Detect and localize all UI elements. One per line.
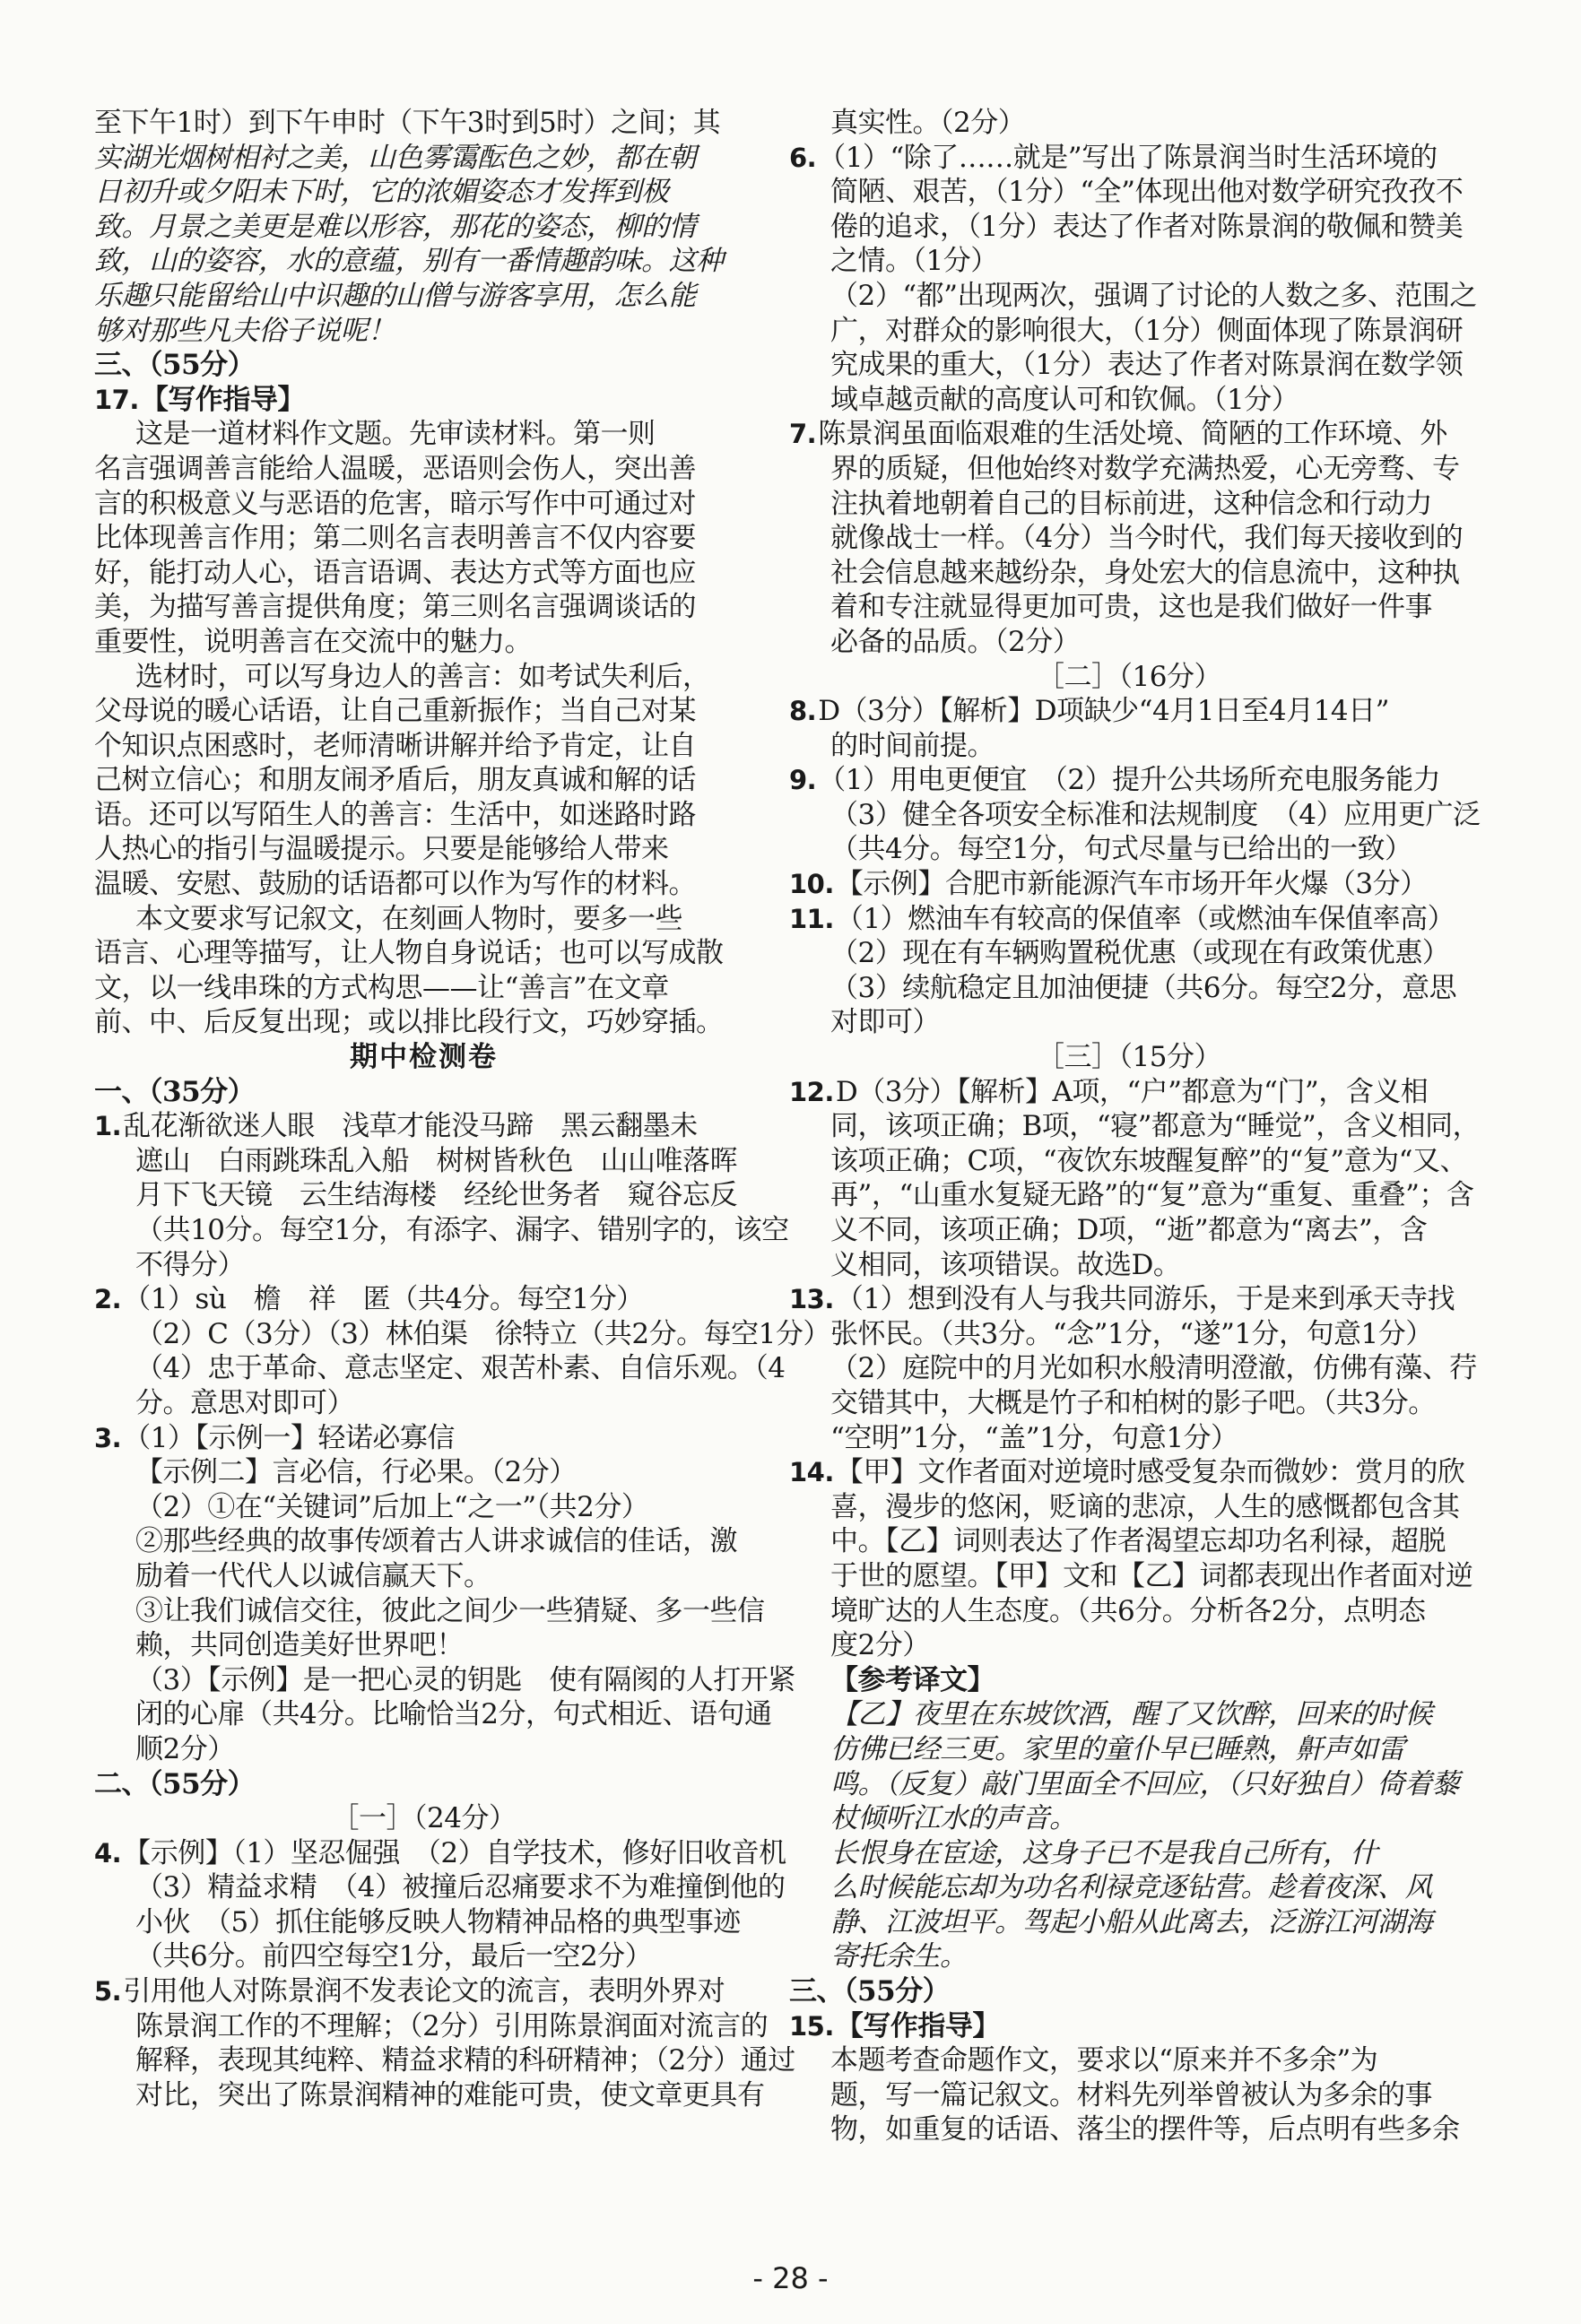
- line-text: 真实性。（2分）: [830, 107, 1026, 139]
- question-number: 6.: [789, 142, 817, 173]
- line-text: 好，能打动人心，语言语调、表达方式等方面也应: [94, 556, 696, 589]
- line-text: 么时候能忘却为功名利禄竞逐钻营。趁着夜深、风: [830, 1871, 1432, 1904]
- text-line: [94, 141, 753, 176]
- line-text: D（3分）【解析】A项，“户”都意为“门”，含义相: [835, 1075, 1429, 1108]
- question-number: 15.: [789, 2010, 834, 2042]
- text-line: [789, 487, 1469, 522]
- text-line: [789, 2112, 1469, 2147]
- line-text: 前、中、后反复出现；或以排比段行文，巧妙穿插。: [94, 1006, 724, 1039]
- text-line: [94, 1386, 753, 1421]
- line-text: 义不同，该项正确；D项，“逝”都意为“离去”，含: [830, 1214, 1428, 1246]
- line-text: 闭的心扉（共4分。比喻恰当2分，句式相近、语句通: [135, 1698, 772, 1731]
- text-line: [789, 1939, 1469, 1974]
- text-line: [789, 1594, 1469, 1629]
- question-number: 9.: [789, 765, 817, 796]
- text-line: [94, 1248, 753, 1283]
- text-line: [789, 1697, 1469, 1732]
- line-text: 三、（55分）: [789, 1975, 951, 2008]
- text-line: [789, 1559, 1473, 1594]
- text-line: [789, 1040, 1469, 1075]
- line-text: 顺2分）: [135, 1732, 235, 1765]
- line-text: 重要性，说明善言在交流中的魅力。: [94, 625, 532, 658]
- line-text: 义相同，该项错误。故选D。: [830, 1248, 1181, 1281]
- question-number: 7.: [789, 419, 817, 450]
- line-text: 【参考译文】: [830, 1663, 995, 1696]
- text-line: [94, 1144, 753, 1179]
- text-line: [789, 348, 1469, 383]
- text-line: [789, 210, 1469, 245]
- line-text: （2）“都”出现两次，强调了讨论的人数之多、范围之: [830, 279, 1477, 312]
- text-line: [94, 521, 753, 556]
- line-text: 寄托余生。: [830, 1940, 968, 1973]
- line-text: ③让我们诚信交往，彼此之间少一些猜疑、多一些信: [135, 1594, 765, 1627]
- text-line: [94, 1628, 753, 1663]
- text-line: [789, 1905, 1469, 1940]
- text-line: [94, 487, 753, 522]
- text-line: [789, 1178, 1474, 1213]
- line-text: 陈景润工作的不理解；（2分）引用陈景润面对流言的: [135, 2009, 769, 2042]
- text-line: [789, 1386, 1469, 1421]
- line-text: 该项正确；C项，“夜饮东坡醒复醉”的“复”意为“又、: [830, 1144, 1467, 1177]
- text-line: [94, 1767, 753, 1802]
- text-line: [94, 798, 753, 833]
- line-text: （1）“除了……就是”写出了陈景润当时生活环境的: [818, 141, 1438, 174]
- text-line: [94, 1455, 753, 1490]
- line-text: 着和专注就显得更加可贵，这也是我们做好一件事: [830, 591, 1432, 624]
- text-line: [94, 1905, 753, 1940]
- text-line: [789, 763, 1469, 798]
- line-text: 对即可）: [830, 1006, 940, 1039]
- text-line: [789, 383, 1469, 418]
- text-line: [94, 1939, 753, 1974]
- text-line: [789, 279, 1477, 314]
- line-text: 必备的品质。（2分）: [830, 625, 1081, 658]
- line-text: ②那些经典的故事传颂着古人讲求诚信的佳话，激: [135, 1525, 737, 1558]
- line-text: 一、（35分）: [94, 1075, 256, 1108]
- text-line: [94, 1109, 753, 1144]
- text-line: [789, 1317, 1469, 1352]
- line-text: 不得分）: [135, 1248, 245, 1281]
- text-line: [789, 1628, 1469, 1663]
- line-text: 之情。（1分）: [830, 245, 998, 278]
- line-text: 的时间前提。: [830, 729, 995, 762]
- text-line: [789, 417, 1469, 452]
- line-text: 广，对群众的影响很大，（1分）侧面体现了陈景润研: [830, 314, 1464, 347]
- text-line: [94, 763, 753, 798]
- line-text: 简陋、艰苦，（1分）“全”体现出他对数学研究孜孜不: [830, 176, 1464, 209]
- line-text: 选材时，可以写身边人的善言：如考试失利后，: [135, 660, 710, 693]
- line-text: （共6分。前四空每空1分，最后一空2分）: [135, 1940, 653, 1973]
- text-line: [94, 936, 753, 971]
- line-text: （1）用电更便宜 （2）提升公共场所充电服务能力: [818, 764, 1441, 797]
- line-text: 鸣。（反复）敲门里面全不回应，（只好独自）倚着藜: [830, 1767, 1459, 1800]
- text-line: [94, 452, 753, 487]
- text-line: [94, 1213, 789, 1248]
- line-text: 温暖、安慰、鼓励的话语都可以作为写作的材料。: [94, 868, 696, 901]
- text-line: [789, 625, 1469, 660]
- line-text: 人热心的指引与温暖提示。只要是能够给人带来: [94, 833, 669, 866]
- line-text: 域卓越贡献的高度认可和钦佩。（1分）: [830, 383, 1299, 416]
- text-line: [789, 175, 1469, 210]
- text-line: [94, 314, 753, 349]
- line-text: （3）续航稳定且加油便捷（共6分。每空2分，意思: [830, 971, 1457, 1004]
- line-text: “空明”1分，“盖”1分，句意1分）: [830, 1421, 1238, 1454]
- line-text: （3）精益求精 （4）被撞后忍痛要求不为难撞倒他的: [135, 1871, 786, 1904]
- text-line: [94, 2009, 769, 2044]
- text-line: [94, 590, 753, 625]
- line-text: （3）【示例】是一把心灵的钥匙 使有隔阂的人打开紧: [135, 1663, 795, 1696]
- text-line: [789, 1974, 1469, 2009]
- line-text: 小伙 （5）抓住能够反映人物精神品格的典型事迹: [135, 1905, 741, 1938]
- line-text: 境旷达的人生态度。（共6分。分析各2分，点明态: [830, 1594, 1426, 1627]
- line-text: 【写作指导】: [835, 2009, 1000, 2042]
- line-text: 静、江波坦平。驾起小船从此离去，泛游江河湖海: [830, 1905, 1432, 1938]
- line-text: 言的积极意义与恶语的危害，暗示写作中可通过对: [94, 487, 696, 520]
- text-line: [789, 2078, 1469, 2113]
- line-text: 分。意思对即可）: [135, 1386, 354, 1419]
- text-line: [789, 1109, 1481, 1144]
- line-text: （共10分。每空1分，有添字、漏字、错别字的，该空: [135, 1214, 789, 1246]
- line-text: （1）想到没有人与我共同游乐，于是来到承天寺找: [835, 1283, 1455, 1316]
- line-text: 倦的追求，（1分）表达了作者对陈景润的敬佩和赞美: [830, 210, 1464, 243]
- line-text: 至下午1时）到下午申时（下午3时到5时）之间；其: [94, 107, 721, 139]
- text-line: [789, 1524, 1469, 1559]
- text-line: [789, 521, 1469, 556]
- line-text: （2）①在“关键词”后加上“之一”（共2分）: [135, 1490, 649, 1523]
- line-text: 于世的愿望。【甲】文和【乙】词都表现出作者面对逆: [830, 1559, 1473, 1592]
- text-line: [94, 1801, 753, 1836]
- text-line: [789, 660, 1469, 695]
- line-text: 解释，表现其纯粹、精益求精的科研精神；（2分）通过: [135, 2044, 795, 2077]
- line-text: 同，该项正确；B项，“寝”都意为“睡觉”，含义相同，: [830, 1110, 1481, 1143]
- text-line: [94, 1663, 795, 1698]
- text-line: [789, 971, 1469, 1006]
- text-line: [789, 867, 1469, 902]
- line-text: 陈景润虽面临艰难的生活处境、简陋的工作环境、外: [818, 418, 1447, 451]
- text-line: [94, 1075, 753, 1110]
- line-text: 仿佛已经三更。家里的童仆早已睡熟，鼾声如雷: [830, 1732, 1405, 1765]
- line-text: 社会信息越来越纷杂，身处宏大的信息流中，这种执: [830, 556, 1460, 589]
- text-line: [94, 556, 753, 591]
- text-line: [789, 590, 1469, 625]
- line-text: （4）忠于革命、意志坚定、艰苦朴素、自信乐观。（4: [135, 1352, 786, 1385]
- line-text: （2）C（3分）（3）林伯渠 徐特立（共2分。每空1分）: [135, 1317, 830, 1350]
- line-text: 本题考查命题作文，要求以“原来并不多余”为: [830, 2044, 1378, 2077]
- line-text: （2）现在有车辆购置税优惠（或现在有政策优惠）: [830, 937, 1450, 970]
- line-text: 【示例二】言必信，行必果。（2分）: [135, 1456, 577, 1489]
- line-text: 长恨身在宦途，这身子已不是我自己所有，什: [830, 1836, 1377, 1869]
- question-number: 12.: [789, 1076, 834, 1107]
- text-line: [789, 106, 1469, 141]
- text-line: [94, 279, 753, 314]
- line-text: 语。还可以写陌生人的善言：生活中，如迷路时路: [94, 798, 696, 831]
- text-line: [789, 1801, 1469, 1836]
- line-text: 致，山的姿容，水的意蕴，别有一番情趣韵味。这种: [94, 245, 724, 278]
- text-line: [94, 1594, 765, 1629]
- text-line: [789, 314, 1469, 349]
- line-text: 喜，漫步的悠闲，贬谪的悲凉，人生的感慨都包含其: [830, 1490, 1460, 1523]
- text-line: [94, 2043, 795, 2078]
- question-number: 3.: [94, 1422, 122, 1453]
- text-line: [94, 902, 753, 937]
- text-line: [94, 729, 753, 764]
- text-line: [789, 1144, 1469, 1179]
- line-text: 张怀民。（共3分。“念”1分，“遂”1分，句意1分）: [830, 1317, 1433, 1350]
- text-line: [789, 1075, 1469, 1110]
- line-text: 致。月景之美更是难以形容，那花的姿态，柳的情: [94, 210, 696, 243]
- line-text: 够对那些凡夫俗子说呢！: [94, 314, 395, 347]
- line-text: 【写作指导】: [140, 383, 305, 416]
- question-number: 4.: [94, 1837, 122, 1869]
- line-text: 乐趣只能留给山中识趣的山僧与游客享用，怎么能: [94, 279, 696, 312]
- line-text: 二、（55分）: [94, 1767, 256, 1800]
- text-line: [94, 2078, 765, 2113]
- text-line: [94, 1697, 772, 1732]
- text-line: [789, 1767, 1469, 1802]
- line-text: ［三］（15分）: [1037, 1041, 1221, 1074]
- question-number: 17.: [94, 384, 139, 415]
- line-text: D（3分）【解析】D项缺少“4月1日至4月14日”: [818, 695, 1389, 728]
- line-text: 题，写一篇记叙文。材料先列举曾被认为多余的事: [830, 2078, 1432, 2112]
- text-line: [789, 1490, 1469, 1525]
- line-text: 就像战士一样。（4分）当今时代，我们每天接收到的: [830, 522, 1464, 555]
- text-line: [94, 348, 753, 383]
- line-text: 对比，突出了陈景润精神的难能可贵，使文章更具有: [135, 2078, 765, 2112]
- text-line: [94, 660, 753, 695]
- line-text: 比体现善言作用；第二则名言表明善言不仅内容要: [94, 522, 696, 555]
- line-text: ［二］（16分）: [1037, 660, 1221, 693]
- line-text: （1）燃油车有较高的保值率（或燃油车保值率高）: [835, 902, 1455, 935]
- text-line: [789, 1870, 1469, 1905]
- text-line: [94, 1178, 753, 1213]
- question-number: 10.: [789, 869, 834, 900]
- line-text: 再”，“山重水复疑无路”的“复”意为“重复、重叠”；含: [830, 1179, 1474, 1212]
- text-line: [789, 1005, 1469, 1040]
- text-line: [94, 210, 753, 245]
- line-text: 美，为描写善言提供角度；第三则名言强调谈话的: [94, 591, 696, 624]
- text-line: [94, 383, 753, 418]
- line-text: （3）健全各项安全标准和法规制度 （4）应用更广泛: [830, 798, 1481, 831]
- line-text: （1）【示例一】轻诺必寡信: [123, 1421, 455, 1454]
- line-text: 父母说的暖心话语，让自己重新振作；当自己对某: [94, 695, 696, 728]
- text-line: [789, 1213, 1469, 1248]
- text-line: [789, 556, 1469, 591]
- line-text: （1）sù 檐 祥 匿（共4分。每空1分）: [123, 1283, 644, 1316]
- text-line: [94, 1732, 753, 1767]
- question-number: 14.: [789, 1457, 834, 1488]
- text-line: [789, 798, 1481, 833]
- line-text: ［一］（24分）: [331, 1802, 517, 1835]
- line-text: 本文要求写记叙文，在刻画人物时，要多一些: [135, 902, 682, 935]
- text-line: [94, 417, 753, 452]
- line-text: 实湖光烟树相衬之美，山色雾霭酝色之妙，都在朝: [94, 141, 696, 174]
- line-text: 文，以一线串珠的方式构思——让“善言”在文章: [94, 971, 669, 1004]
- text-line: [789, 1351, 1477, 1386]
- text-line: [789, 832, 1469, 867]
- text-line: [94, 1559, 753, 1594]
- text-line: [789, 452, 1469, 487]
- line-text: 【甲】文作者面对逆境时感受复杂而微妙：赏月的欣: [835, 1456, 1465, 1489]
- line-text: 赖，共同创造美好世界吧！: [135, 1629, 464, 1662]
- text-line: [94, 1974, 753, 2009]
- line-text: 注执着地朝着自己的目标前进，这种信念和行动力: [830, 487, 1432, 520]
- text-line: [94, 1005, 753, 1040]
- text-line: [94, 1351, 786, 1386]
- line-text: （2）庭院中的月光如积水般清明澄澈，仿佛有藻、荇: [830, 1352, 1477, 1385]
- text-line: [789, 729, 1469, 764]
- text-line: [789, 936, 1469, 971]
- question-number: 13.: [789, 1284, 834, 1315]
- line-text: 语言、心理等描写，让人物自身说话；也可以写成散: [94, 937, 724, 970]
- text-line: [789, 1248, 1469, 1283]
- line-text: 乱花渐欲迷人眼 浅草才能没马蹄 黑云翻墨未: [123, 1110, 698, 1143]
- text-line: [94, 971, 753, 1006]
- question-number: 11.: [789, 903, 834, 934]
- text-line: [94, 244, 753, 279]
- line-text: 日初升或夕阳未下时，它的浓媚姿态才发挥到极: [94, 176, 669, 209]
- text-line: [789, 694, 1469, 729]
- line-text: 中。【乙】词则表达了作者渴望忘却功名利禄，超脱: [830, 1525, 1446, 1558]
- text-line: [94, 1836, 786, 1871]
- line-text: 度2分）: [830, 1629, 930, 1662]
- text-line: [94, 625, 753, 660]
- text-line: [789, 244, 1469, 279]
- text-line: [94, 867, 753, 902]
- text-line: [789, 1421, 1469, 1456]
- text-line: [94, 1490, 753, 1525]
- line-text: 究成果的重大，（1分）表达了作者对陈景润在数学领: [830, 349, 1464, 382]
- text-line: [94, 1282, 753, 1317]
- text-line: [789, 1836, 1469, 1871]
- line-text: 这是一道材料作文题。先审读材料。第一则: [135, 418, 656, 451]
- line-text: 界的质疑，但他始终对数学充满热爱，心无旁骛、专: [830, 452, 1460, 485]
- question-number: 1.: [94, 1111, 122, 1142]
- line-text: 物，如重复的话语、落尘的摆件等，后点明有些多余: [830, 2113, 1460, 2146]
- text-line: [789, 1282, 1469, 1317]
- line-text: 己树立信心；和朋友闹矛盾后，朋友真诚和解的话: [94, 764, 696, 797]
- text-line: [94, 832, 753, 867]
- page-number: - 28 -: [752, 2261, 829, 2295]
- text-line: [789, 902, 1469, 937]
- text-line: [789, 1455, 1469, 1490]
- text-line: [789, 1663, 1469, 1698]
- right-column: [789, 106, 1481, 2147]
- line-text: 【示例】合肥市新能源汽车市场开年火爆（3分）: [835, 868, 1428, 901]
- line-text: 杖倾听江水的声音。: [830, 1802, 1077, 1835]
- question-number: 5.: [94, 1976, 122, 2007]
- text-line: [94, 1870, 786, 1905]
- text-line: [94, 694, 753, 729]
- text-line: [94, 1421, 753, 1456]
- line-text: 名言强调善言能给人温暖，恶语则会伤人，突出善: [94, 452, 696, 485]
- line-text: 个知识点困惑时，老师清晰讲解并给予肯定，让自: [94, 729, 696, 762]
- text-line: [94, 1317, 830, 1352]
- line-text: 遮山 白雨跳珠乱入船 树树皆秋色 山山唯落晖: [135, 1144, 737, 1177]
- question-number: 2.: [94, 1284, 122, 1315]
- text-line: [789, 2043, 1469, 2078]
- text-line: [94, 1040, 753, 1075]
- line-text: 引用他人对陈景润不发表论文的流言，表明外界对: [123, 1975, 725, 2008]
- text-line: [789, 141, 1469, 176]
- text-line: [789, 1732, 1469, 1767]
- text-line: [94, 1524, 753, 1559]
- text-line: [94, 175, 753, 210]
- line-text: 【乙】夜里在东坡饮酒，醒了又饮醉，回来的时候: [830, 1698, 1432, 1731]
- text-line: [789, 2009, 1469, 2044]
- line-text: 月下飞天镜 云生结海楼 经纶世务者 窥谷忘反: [135, 1179, 737, 1212]
- line-text: （共4分。每空1分，句式尽量与已给出的一致）: [830, 833, 1412, 866]
- line-text: 励着一代代人以诚信赢天下。: [135, 1559, 491, 1592]
- line-text: 【示例】（1）坚忍倔强 （2）自学技术，修好旧收音机: [123, 1836, 786, 1869]
- line-text: 交错其中，大概是竹子和柏树的影子吧。（共3分。: [830, 1386, 1436, 1419]
- line-text: 期中检测卷: [350, 1041, 498, 1074]
- text-line: [94, 106, 753, 141]
- question-number: 8.: [789, 696, 817, 727]
- line-text: 三、（55分）: [94, 349, 256, 382]
